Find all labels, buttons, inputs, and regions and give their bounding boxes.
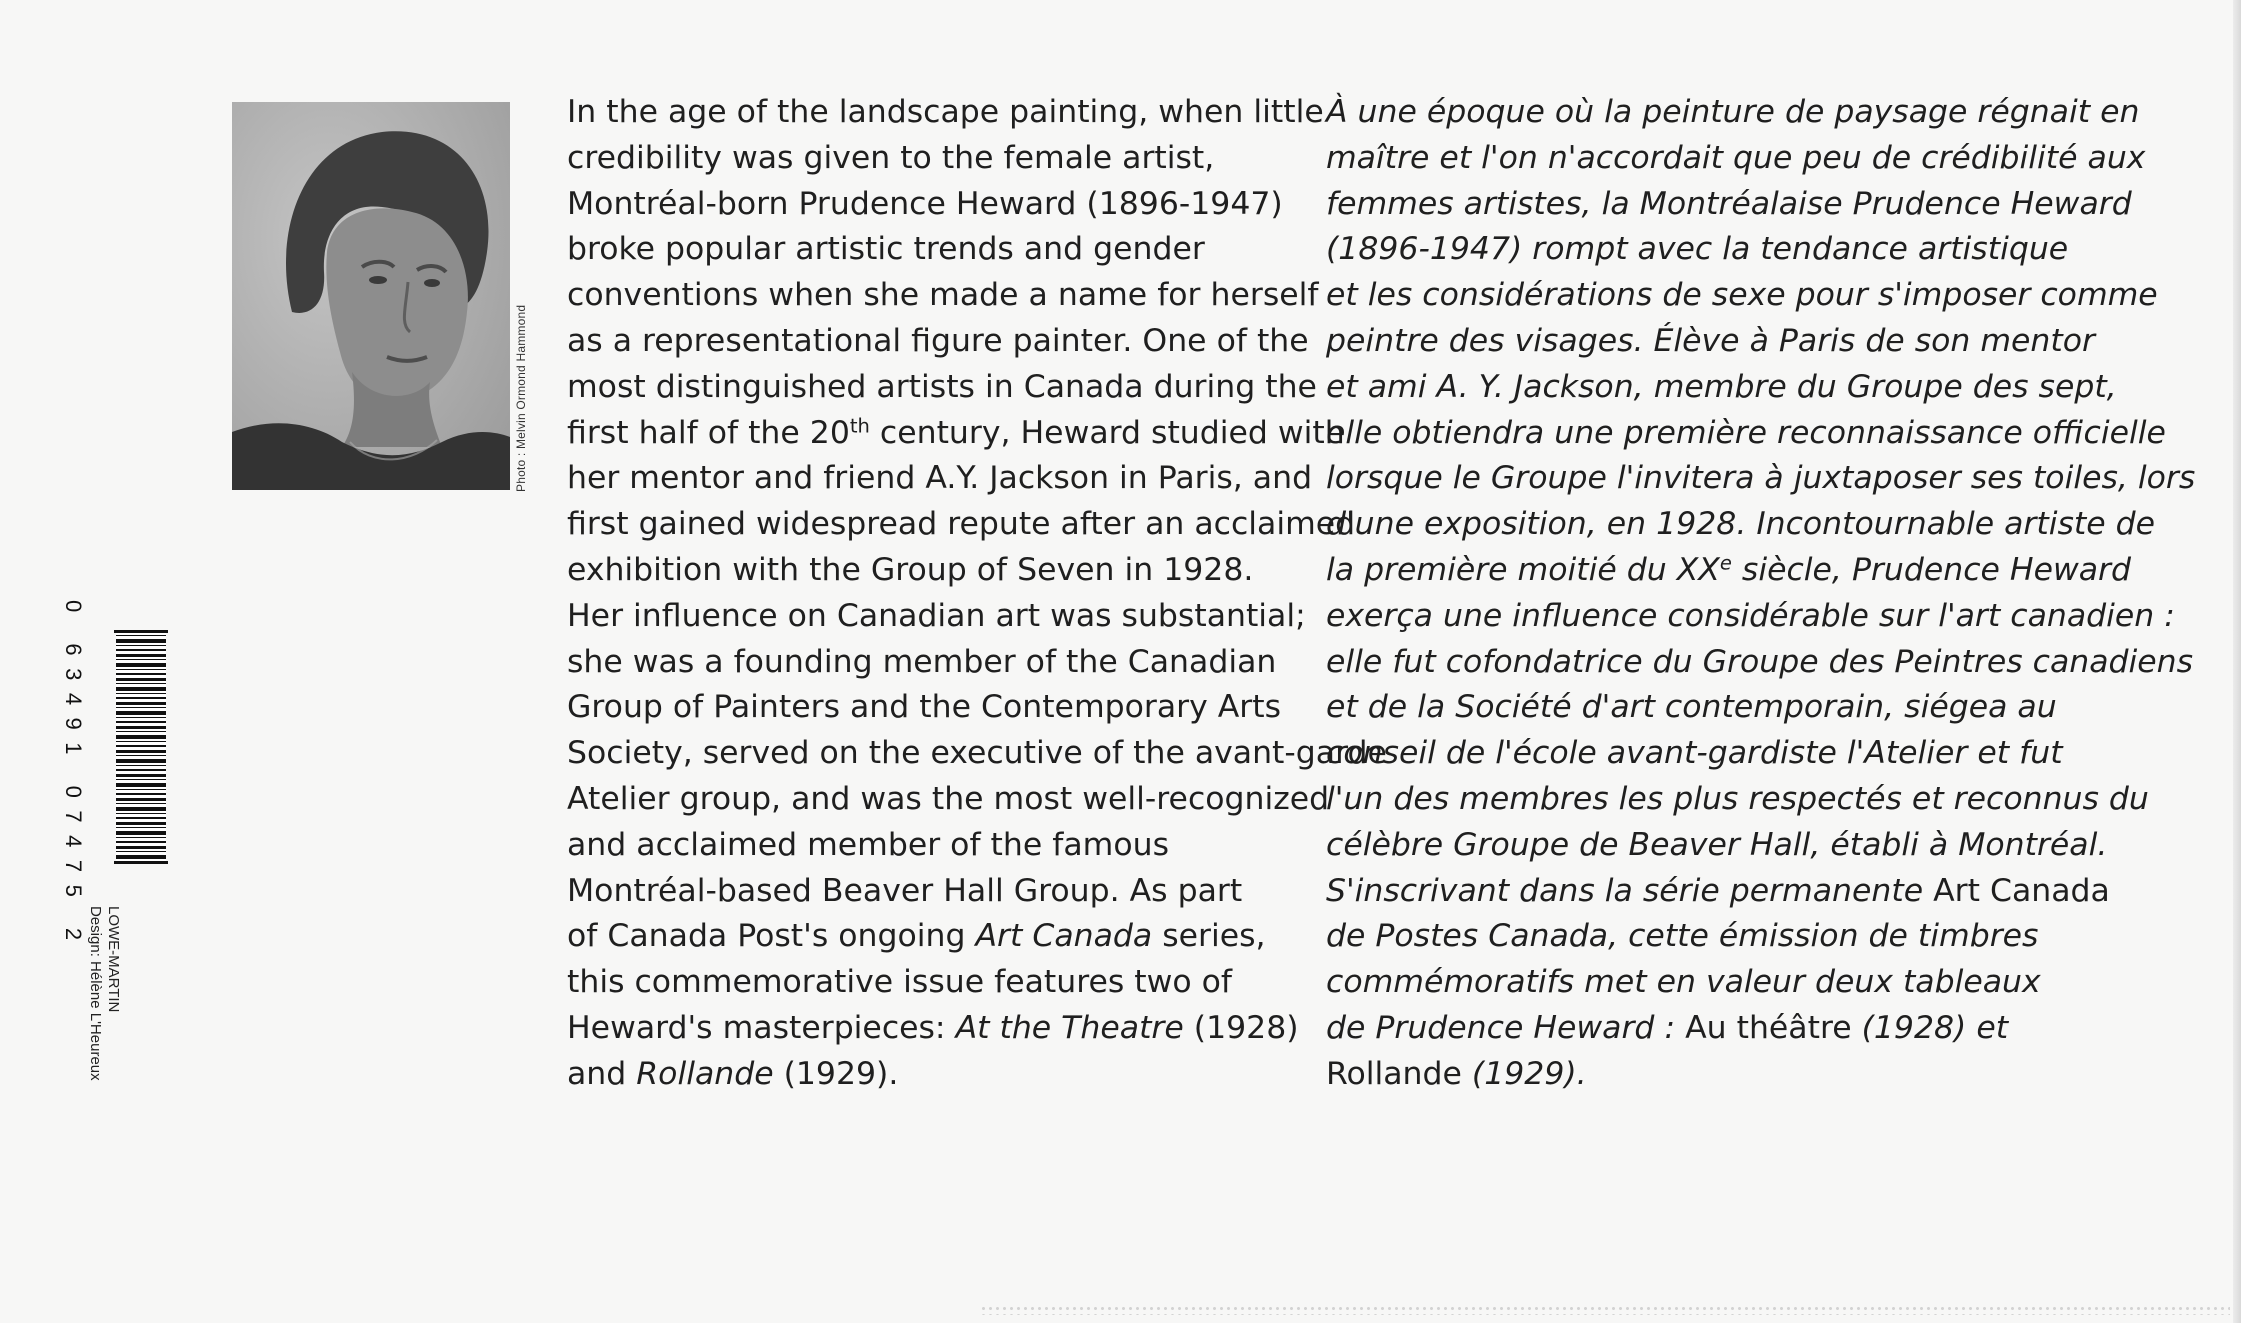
text-line: peintre des visages. Élève à Paris de son mentor [1326,322,2095,359]
text-line: Group of Painters and the Contemporary Arts [567,689,1282,726]
text-line: femmes artistes, la Montréalaise Prudence Heward [1326,185,2132,222]
text-line: first gained widespread repute after an acclaimed [567,506,1356,543]
text-line: S'inscrivant dans la série permanente Art Canada [1326,872,2110,909]
text-line: credibility was given to the female artist, [567,139,1215,176]
text-line: la première moitié du XXe siècle, Prudence Heward [1326,551,2131,588]
text-line: first half of the 20th century, Heward studied with [567,413,1345,451]
text-line: elle fut cofondatrice du Groupe des Peintres canadiens [1326,643,2194,680]
text-line: maître et l'on n'accordait que peu de crédibilité aux [1326,139,2146,176]
text-line: conventions when she made a name for herself [567,277,1319,314]
text-line: et de la Société d'art contemporain, siégea au [1326,689,2057,726]
text-line: Rollande (1929). [1326,1055,1587,1092]
photo-credit: Photo : Melvin Ormond Hammond [514,304,528,492]
text-line: l'un des membres les plus respectés et reconnus du [1326,780,2149,817]
text-line: of Canada Post's ongoing Art Canada series, [567,918,1266,955]
text-line: À une époque où la peinture de paysage régnait en [1326,94,2140,130]
text-line: et ami A. Y. Jackson, membre du Groupe des sept, [1326,368,2117,405]
text-line: and Rollande (1929). [567,1055,899,1092]
text-line: d'une exposition, en 1928. Incontournable artiste de [1326,506,2155,543]
text-line: Heward's masterpieces: At the Theatre (1928) [567,1009,1299,1046]
text-line: as a representational figure painter. One of the [567,322,1309,359]
text-line: commémoratifs met en valeur deux tableaux [1326,964,2041,1001]
text-line: (1896-1947) rompt avec la tendance artistique [1326,231,2069,268]
portrait-photo [232,102,510,490]
text-line: her mentor and friend A.Y. Jackson in Paris, and [567,460,1313,497]
barcode [116,630,166,864]
text-line: Atelier group, and was the most well-recognized [567,780,1330,817]
text-line: et les considérations de sexe pour s'imposer comme [1326,277,2158,314]
text-line: she was a founding member of the Canadian [567,643,1277,680]
text-line: Montréal-born Prudence Heward (1896-1947) [567,185,1283,222]
text-line: Society, served on the executive of the avant-garde [567,735,1387,772]
text-line: de Prudence Heward : Au théâtre (1928) et [1326,1009,2009,1046]
imprint [86,906,122,1081]
text-line: broke popular artistic trends and gender [567,231,1205,268]
text-line: elle obtiendra une première reconnaissance officielle [1326,414,2166,451]
text-line: célèbre Groupe de Beaver Hall, établi à Montréal. [1326,826,2108,863]
barcode-number: 0 63491 07475 2 [61,600,86,953]
text-line: conseil de l'école avant-gardiste l'Atelier et fut [1326,735,2063,772]
text-line: this commemorative issue features two of [567,964,1233,1001]
text-line: exerça une influence considérable sur l'art canadien : [1326,597,2175,634]
text-line: In the age of the landscape painting, when little [567,94,1324,130]
perforation [980,1305,2230,1315]
text-line: Her influence on Canadian art was substantial; [567,597,1306,634]
printer-name: LOWE-MARTIN [105,906,122,1013]
designer-credit: Design: Hélène L'Heureux [87,906,104,1081]
text-line: de Postes Canada, cette émission de timbres [1326,918,2039,955]
text-line: Montréal-based Beaver Hall Group. As part [567,872,1243,909]
text-line: lorsque le Groupe l'invitera à juxtaposer ses toiles, lors [1326,460,2196,497]
text-line: exhibition with the Group of Seven in 1928. [567,551,1254,588]
text-line: and acclaimed member of the famous [567,826,1169,863]
text-line: most distinguished artists in Canada during the [567,368,1317,405]
page-edge [2233,0,2241,1323]
french-text [1326,90,2195,1098]
english-text [567,90,1387,1098]
